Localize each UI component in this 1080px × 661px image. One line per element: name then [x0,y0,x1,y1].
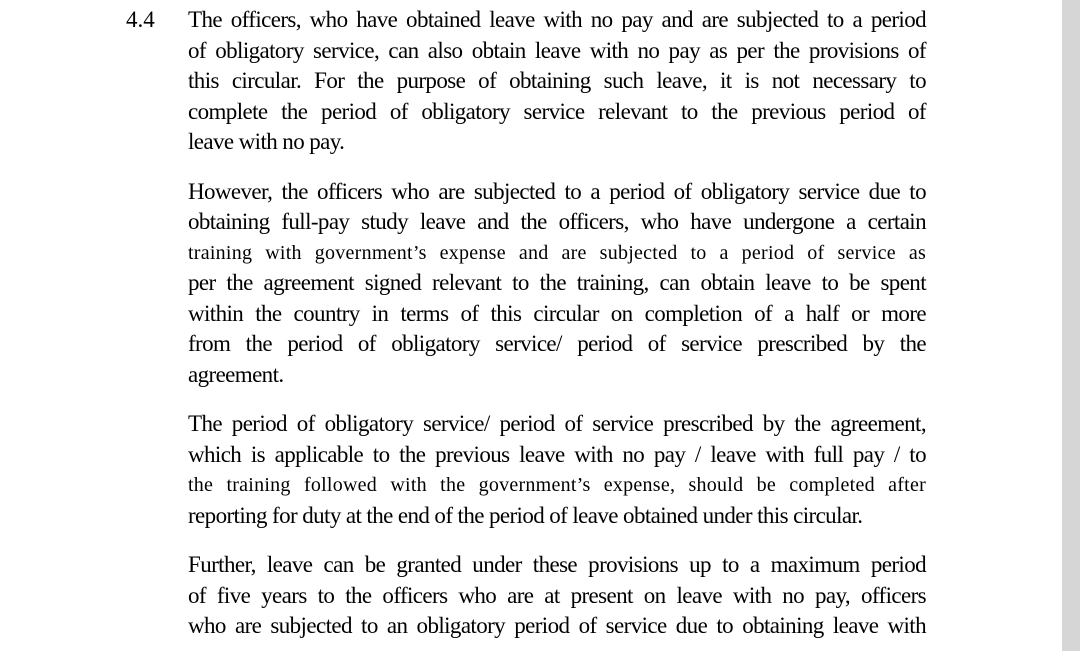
section-body [188,5,926,661]
text-line: per the agreement signed relevant to the training, can obtain leave to be spent [188,270,926,295]
text-line: Further, leave can be granted under these provisions up to a maximum period [188,552,926,577]
text-line: within the country in terms of this circular on completion of a half or more [188,300,926,326]
text-line: However, the officers who are subjected to a period of obligatory service due to [188,178,926,204]
text-line: reporting for duty at the end of the period of leave obtained under this circular. [188,502,863,528]
vertical-scrollbar[interactable] [1062,0,1080,651]
text-line: which is applicable to the previous leave with no pay / leave with full pay / to [188,441,926,467]
text-line: complete the period of obligatory service relevant to the previous period of [188,98,926,124]
text-line: the training followed with the government’s expense, should be completed after [188,474,926,496]
text-line: leave with no pay. [188,129,345,154]
text-line: The period of obligatory service/ period of service prescribed by the agreement, [188,411,926,436]
text-line: obtaining full-pay study leave and the officers, who have undergone a certain [188,209,926,234]
paragraph-2 [188,177,926,391]
text-line: this circular. For the purpose of obtaining such leave, it is not necessary to [188,68,926,93]
text-line: training with government’s expense and are subjected to a period of service as [188,241,926,264]
text-line: who are subjected to an obligatory period of service due to obtaining leave with [188,613,926,638]
section-number: 4.4 [126,7,155,32]
text-line: of five years to the officers who are at present on leave with no pay, officers [188,582,926,608]
text-line: from the period of obligatory service/ period of service prescribed by the [188,331,926,356]
text-line: agreement. [188,361,284,387]
paragraph-1 [188,5,926,158]
text-line: The officers, who have obtained leave with no pay and are subjected to a period [188,7,926,32]
paragraph-3 [188,409,926,531]
paragraph-4 [188,550,926,642]
text-line: of obligatory service, can also obtain leave with no pay as per the provisions of [188,37,926,63]
